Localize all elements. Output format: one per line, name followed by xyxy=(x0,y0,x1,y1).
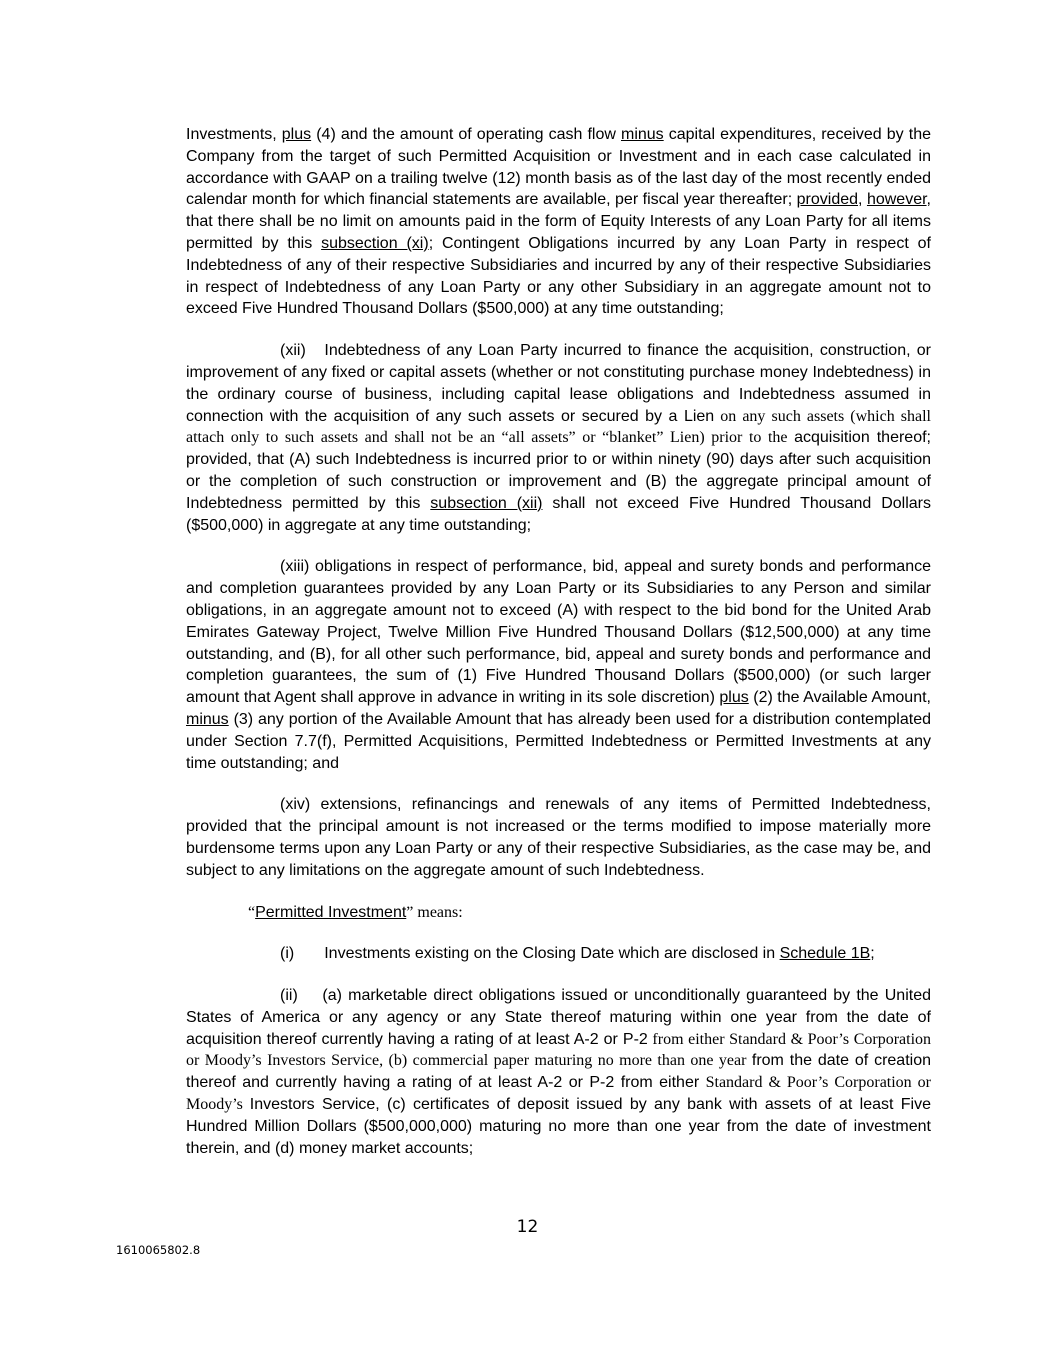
text-run: (xii) Indebtedness of any Loan Party incurred to finance the acquisition, construction, or improvement of any fixed or capital assets (whether or not constituting purchase money Indebtedness) in the ordinary course of business, including capital lease obligations and Indebtedness assumed in connection with the acquisition of any such assets or secured by a Lien xyxy=(186,342,931,425)
text-run: acquisition thereof; provided, that (A) such Indebtedness is incurred prior to or within ninety (90) days after such acquisition or the completion of such construction or improvement and (B) the aggregate principal amount of Indebtedness permitted by this xyxy=(186,429,931,512)
text-run-serif: from either Standard & Poor’s Corporation or Moody’s Investors Service, (b) commercial paper maturing no more than one year xyxy=(186,1030,932,1070)
text-run: (4) and the amount of operating cash flow xyxy=(311,126,621,143)
page-body xyxy=(186,124,931,1179)
text-run: (ii) (a) marketable direct obligations issued or unconditionally guaranteed by the United States of America or any agency or any State thereof maturing within one year from the date of acquisition thereof currently having a rating of at least A-2 or P-2 xyxy=(186,987,931,1048)
underlined-plus: plus xyxy=(281,126,312,143)
text-run: , xyxy=(858,191,867,209)
defined-term: Permitted Investment xyxy=(255,903,407,921)
open-quote: “ xyxy=(248,903,256,921)
investment-item-ii xyxy=(186,985,931,1159)
text-run: Investments, xyxy=(186,126,282,143)
text-run: Investors Service, (c) certificates of deposit issued by any bank with assets of at least Five Hundred Million Dollars ($500,000,000) maturing no more than one year from the date of investment therein, and (d) money market accounts; xyxy=(186,1096,931,1157)
paragraph-investments-continued xyxy=(186,124,931,320)
paragraph-xii xyxy=(186,340,931,536)
text-run: capital expenditures, received by the Company from the target of such Permitted Acquisition or Investment and in each case calculated in accordance with GAAP on a trailing twelve (12) month basis as of the last day of the most recently ended calendar month for which financial statements are available, per fiscal year thereafter; xyxy=(186,126,931,209)
item-number: (i) xyxy=(280,945,295,963)
schedule-1b-reference: Schedule 1B xyxy=(779,945,871,963)
subsection-xii-reference: subsection (xii) xyxy=(430,494,543,512)
text-run: (xiv) extensions, refinancings and renewals of any items of Permitted Indebtedness, provided that the principal amount is not increased or the terms modified to impose materially more burdensome terms upon any Loan Party or any of their respective Subsidiaries, as the case may be, and subject to any limitations on the aggregate amount of such Indebtedness. xyxy=(186,796,931,879)
text-run: (xiii) obligations in respect of performance, bid, appeal and surety bonds and performance and completion guarantees provided by any Loan Party or its Subsidiaries to any Person and similar obligations, in an aggregate amount not to exceed (A) with respect to the bid bond for the United Arab Emirates Gateway Project, Twelve Million Five Hundred Thousand Dollars ($12,500,000) at any time outstanding, and (B), for all other such performance, bid, appeal and surety bonds and performance and completion guarantees, the sum of (1) Five Hundred Thousand Dollars ($500,000) (or such larger amount that Agent shall approve in advance in writing in its sole discretion) xyxy=(186,558,931,707)
paragraph-xiii xyxy=(186,556,931,774)
page-number: 12 xyxy=(516,1217,539,1237)
underlined-provided: provided xyxy=(796,191,859,209)
investment-item-i xyxy=(186,943,931,965)
document-id: 1610065802.8 xyxy=(116,1243,201,1257)
text-run: Investments existing on the Closing Date which are disclosed in xyxy=(324,945,780,963)
text-run: ; xyxy=(870,945,875,963)
text-run: ; Contingent Obligations incurred by any Loan Party in respect of Indebtedness of any of their respective Subsidiaries and incurred by any of their respective Subsidiaries in respect of Indebtedness of any Loan Party or any other Subsidiary in an aggregate amount not to exceed Five Hundred Thousand Dollars ($500,000) at any time outstanding; xyxy=(186,234,931,318)
text-run: from the date of creation thereof and currently having a rating of at least A-2 or P-2 from either xyxy=(186,1052,931,1092)
text-run: (2) the Available Amount, xyxy=(748,689,931,707)
subsection-xi-reference: subsection (xi) xyxy=(321,234,429,252)
text-run-serif: Standard & Poor’s Corporation or Moody’s xyxy=(186,1074,931,1114)
paragraph-xiv xyxy=(186,794,931,881)
text-run-serif: on any such assets (which shall attach only to such assets and shall not be an “all assets” or “blanket” Lien) prior to the xyxy=(186,407,932,447)
underlined-plus: plus xyxy=(719,689,749,707)
text-run: , that there shall be no limit on amounts paid in the form of Equity Interests of any Loan Party for all items permitted by this xyxy=(186,191,931,252)
text-run: shall not exceed Five Hundred Thousand Dollars ($500,000) in aggregate at any time outstanding; xyxy=(186,494,931,534)
definition-heading xyxy=(186,902,931,924)
text-run: (3) any portion of the Available Amount that has already been used for a distribution contemplated under Section 7.7(f), Permitted Acquisitions, Permitted Indebtedness or Permitted Investments at any time outstanding; and xyxy=(186,710,931,772)
underlined-minus: minus xyxy=(186,710,229,728)
underlined-minus: minus xyxy=(621,126,664,143)
means-text: ” means: xyxy=(406,903,463,921)
underlined-however: however xyxy=(866,191,927,209)
